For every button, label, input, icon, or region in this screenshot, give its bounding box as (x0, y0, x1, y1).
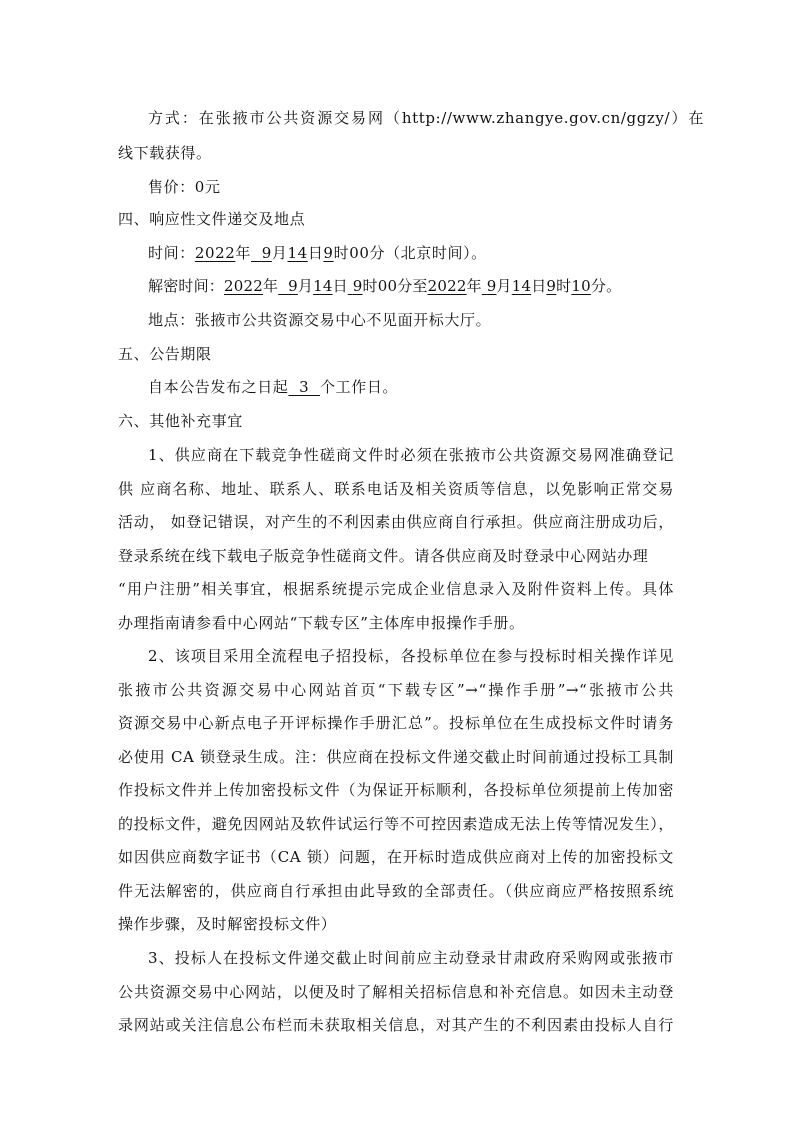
decrypt-year-2-unit: 年 (466, 277, 482, 295)
item2-line-1: 2、该项目采用全流程电子招投标，各投标单位在参与投标时相关操作详见 (148, 647, 674, 665)
decrypt-minute-2-unit: 分。 (590, 277, 622, 295)
section-4-heading: 四、响应性文件递交及地点 (118, 210, 306, 228)
time-day: 14 (287, 244, 308, 262)
decrypt-month-2-value: 9 (486, 277, 497, 295)
decrypt-year-2: 2022 (427, 277, 467, 295)
time-year-unit: 年 (235, 244, 251, 262)
item2-line-3: 资源交易中心新点电子开评标操作手册汇总”。投标单位在生成投标文件时请务 (118, 714, 674, 732)
item2-line-5: 作投标文件并上传加密投标文件（为保证开标顺利，各投标单位须提前上传加密 (118, 781, 674, 799)
item3-line-3: 录网站或关注信息公布栏而未获取相关信息，对其产生的不利因素由投标人自行 (118, 1016, 674, 1034)
decrypt-label: 解密时间： (148, 277, 225, 295)
decrypt-year-1-unit: 年 (263, 277, 279, 295)
item1-line-5: “用户注册”相关事宜，根据系统提示完成企业信息录入及附件资料上传。具体 (118, 580, 674, 598)
time-month-unit: 月 (271, 244, 288, 262)
decrypt-month-1-unit: 月 (297, 277, 314, 295)
time-label: 时间： (148, 244, 195, 262)
decrypt-month-1 (278, 277, 298, 295)
item2-line-2: 张掖市公共资源交易中心网站首页“下载专区”→“操作手册”→“张掖市公共 (118, 681, 674, 699)
method-line-1: 方式：在张掖市公共资源交易网（http://www.zhangye.gov.cn/ggzy/）在 (148, 109, 704, 127)
decrypt-hour-1-unit: 时00分至 (362, 277, 428, 295)
time-month (251, 244, 272, 262)
decrypt-time-line (148, 275, 708, 297)
time-minute-suffix: 00分（北京时间）。 (349, 244, 487, 262)
decrypt-day-2: 14 (511, 277, 532, 295)
item2-line-8: 件无法解密的，供应商自行承担由此导致的全部责任。（供应商应严格按照系统 (118, 882, 674, 900)
time-line (148, 242, 708, 264)
decrypt-hour-1-value: 9 (352, 277, 363, 295)
item2-line-9: 操作步骤，及时解密投标文件） (118, 915, 337, 933)
item3-line-1: 3、投标人在投标文件递交截止时间前应主动登录甘肃政府采购网或张掖市 (148, 949, 674, 967)
decrypt-month-2-unit: 月 (496, 277, 512, 295)
item1-line-3: 活动， 如登记错误，对产生的不利因素由供应商自行承担。供应商注册成功后， (118, 513, 674, 531)
item2-line-6: 的投标文件，避免因网站及软件试运行等不可控因素造成无法上传等情况发生）， (118, 815, 674, 833)
decrypt-hour-2-unit: 时 (556, 277, 572, 295)
period-line (148, 376, 708, 398)
item1-line-2: 供 应商名称、地址、联系人、联系电话及相关资质等信息，以免影响正常交易 (118, 480, 674, 498)
location-line: 地点：张掖市公共资源交易中心不见面开标大厅。 (148, 311, 492, 329)
decrypt-day-2-unit: 日 (531, 277, 547, 295)
method-line-2: 线下载获得。 (118, 144, 212, 162)
decrypt-hour-2: 9 (546, 277, 557, 295)
period-days: 3 (288, 378, 321, 396)
time-hour-unit: 时 (333, 244, 350, 262)
time-year: 2022 (194, 244, 236, 262)
decrypt-year-1: 2022 (224, 277, 263, 295)
item2-line-4: 必使用 CA 锁登录生成。注：供应商在投标文件递交截止时间前通过投标工具制 (118, 748, 674, 766)
time-hour: 9 (323, 244, 334, 262)
price-line: 售价：0元 (148, 178, 221, 196)
section-5-heading: 五、公告期限 (118, 345, 212, 363)
decrypt-hour-1 (348, 277, 363, 295)
time-day-unit: 日 (307, 244, 324, 262)
period-suffix: 个工作日。 (320, 378, 399, 396)
item2-line-7: 如因供应商数字证书（CA 锁）问题，在开标时造成供应商对上传的加密投标文 (118, 848, 674, 866)
item1-line-1: 1、供应商在下载竞争性磋商文件时必须在张掖市公共资源交易网准确登记 (148, 446, 674, 464)
decrypt-day-1: 14 (313, 277, 333, 295)
decrypt-minute-2: 10 (571, 277, 591, 295)
decrypt-month-1-value: 9 (288, 277, 298, 295)
decrypt-day-1-unit: 日 (332, 277, 348, 295)
item3-line-2: 公共资源交易中心网站，以便及时了解相关招标信息和补充信息。如因未主动登 (118, 983, 674, 1001)
section-6-heading: 六、其他补充事宜 (118, 412, 243, 430)
time-month-value: 9 (261, 244, 272, 262)
item1-line-4: 登录系统在线下载电子版竞争性磋商文件。请各供应商及时登录中心网站办理 (118, 547, 649, 565)
decrypt-month-2 (482, 277, 497, 295)
item1-line-6: 办理指南请参看中心网站“下载专区”主体库申报操作手册。 (118, 614, 525, 632)
period-prefix: 自本公告发布之日起 (148, 378, 289, 396)
